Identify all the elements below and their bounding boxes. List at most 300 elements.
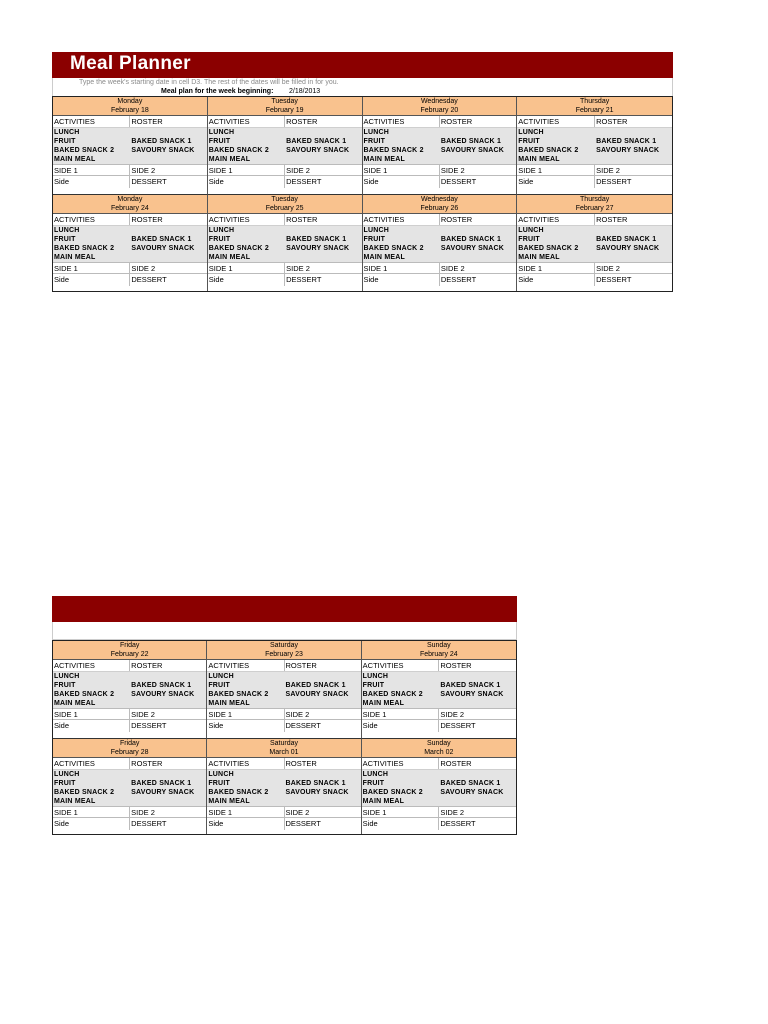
- meal-cell[interactable]: ACTIVITIES: [362, 758, 440, 769]
- meal-cell[interactable]: DESSERT: [440, 177, 477, 186]
- meal-cell[interactable]: SIDE 2: [131, 710, 155, 719]
- meal-row: [208, 128, 362, 137]
- meal-cell[interactable]: FRUIT: [53, 681, 130, 690]
- meal-row: [53, 708, 206, 720]
- meal-cell[interactable]: BAKED SNACK 2: [207, 690, 284, 699]
- meal-cell[interactable]: SAVOURY SNACK: [131, 147, 195, 154]
- meal-cell[interactable]: SIDE 1: [362, 807, 440, 817]
- meal-row: [363, 164, 517, 176]
- meal-cell[interactable]: DESSERT: [285, 818, 321, 828]
- meal-cell[interactable]: Side: [362, 818, 440, 830]
- meal-cell[interactable]: SAVOURY SNACK: [596, 245, 660, 252]
- meal-row: [207, 672, 360, 681]
- meal-cell[interactable]: BAKED SNACK 1: [285, 682, 346, 689]
- meal-row: [53, 660, 206, 672]
- week-start-date[interactable]: 2/18/2013: [289, 88, 321, 95]
- meal-cell[interactable]: SIDE 1: [517, 263, 595, 273]
- meal-row: [363, 244, 517, 253]
- meal-cell[interactable]: SIDE 2: [131, 166, 156, 175]
- meal-cell[interactable]: SAVOURY SNACK: [440, 147, 505, 154]
- meal-cell[interactable]: MAIN MEAL: [53, 155, 130, 164]
- meal-cell[interactable]: SAVOURY SNACK: [286, 245, 350, 252]
- meal-row: [53, 788, 206, 797]
- meal-row: [208, 235, 362, 244]
- meal-row: [53, 758, 206, 770]
- meal-cell[interactable]: ROSTER: [440, 661, 472, 670]
- meal-cell[interactable]: Side: [208, 274, 285, 286]
- meal-cell[interactable]: SIDE 2: [131, 807, 155, 817]
- meal-row: [517, 176, 672, 188]
- day-date: February 19: [265, 107, 304, 114]
- meal-row: [517, 128, 672, 137]
- meal-cell[interactable]: [130, 699, 206, 708]
- meal-cell[interactable]: Side: [53, 274, 130, 286]
- meal-cell[interactable]: FRUIT: [208, 235, 285, 244]
- meal-row: [53, 146, 207, 155]
- meal-cell[interactable]: BAKED SNACK 2: [53, 788, 130, 797]
- meal-cell[interactable]: ACTIVITIES: [53, 116, 130, 127]
- meal-cell[interactable]: LUNCH: [517, 128, 595, 137]
- meal-cell[interactable]: [439, 770, 516, 779]
- meal-cell[interactable]: SIDE 2: [440, 710, 465, 719]
- meal-cell[interactable]: SAVOURY SNACK: [286, 147, 350, 154]
- meal-cell[interactable]: [130, 253, 206, 262]
- meal-cell[interactable]: FRUIT: [362, 779, 440, 788]
- meal-cell[interactable]: [285, 155, 361, 164]
- meal-cell[interactable]: BAKED SNACK 1: [131, 236, 192, 243]
- meal-cell[interactable]: DESSERT: [286, 177, 322, 186]
- meal-row: [362, 690, 516, 699]
- meal-cell[interactable]: BAKED SNACK 1: [440, 682, 501, 689]
- meal-cell[interactable]: SIDE 1: [53, 807, 130, 817]
- meal-cell[interactable]: Side: [517, 176, 595, 188]
- meal-cell[interactable]: BAKED SNACK 2: [363, 146, 440, 155]
- meal-cell[interactable]: [130, 770, 206, 779]
- meal-cell[interactable]: BAKED SNACK 2: [53, 146, 130, 155]
- meal-row: [517, 164, 672, 176]
- meal-cell[interactable]: BAKED SNACK 2: [362, 690, 440, 699]
- meal-cell[interactable]: BAKED SNACK 1: [286, 236, 347, 243]
- meal-cell[interactable]: [285, 253, 361, 262]
- meal-cell[interactable]: ROSTER: [286, 215, 318, 224]
- day-block: [53, 641, 207, 738]
- meal-row: [53, 137, 207, 146]
- meal-cell[interactable]: DESSERT: [131, 177, 167, 186]
- day-block: [53, 738, 207, 835]
- meal-cell[interactable]: [439, 797, 516, 806]
- day-date: February 25: [265, 205, 304, 212]
- meal-row: [208, 137, 362, 146]
- meal-cell[interactable]: ROSTER: [596, 117, 628, 126]
- meal-cell[interactable]: ACTIVITIES: [208, 214, 285, 225]
- meal-cell[interactable]: BAKED SNACK 1: [596, 236, 657, 243]
- meal-cell[interactable]: SAVOURY SNACK: [440, 691, 504, 698]
- meal-cell[interactable]: BAKED SNACK 1: [286, 138, 347, 145]
- day-header: [53, 97, 207, 116]
- meal-row: [207, 779, 360, 788]
- meal-row: [363, 262, 517, 274]
- meal-cell[interactable]: LUNCH: [517, 226, 595, 235]
- meal-cell[interactable]: LUNCH: [207, 770, 284, 779]
- meal-cell[interactable]: BAKED SNACK 2: [208, 146, 285, 155]
- meal-row: [207, 788, 360, 797]
- meal-cell[interactable]: FRUIT: [53, 235, 130, 244]
- meal-cell[interactable]: SIDE 1: [363, 263, 440, 273]
- meal-row: [207, 681, 360, 690]
- meal-row: [208, 146, 362, 155]
- day-block: [517, 194, 672, 291]
- meal-row: [53, 235, 207, 244]
- meal-row: [363, 137, 517, 146]
- meal-cell[interactable]: FRUIT: [207, 681, 284, 690]
- day-header: [208, 97, 362, 116]
- meal-cell[interactable]: [285, 226, 361, 235]
- meal-cell[interactable]: SIDE 2: [440, 264, 465, 273]
- meal-cell[interactable]: [595, 226, 672, 235]
- meal-row: [53, 672, 206, 681]
- meal-cell[interactable]: BAKED SNACK 2: [362, 788, 440, 797]
- meal-row: [363, 155, 517, 164]
- week-start-line: [52, 87, 673, 96]
- meal-cell[interactable]: SAVOURY SNACK: [440, 788, 504, 796]
- day-header: [363, 195, 517, 214]
- meal-cell[interactable]: [439, 672, 516, 681]
- meal-cell[interactable]: MAIN MEAL: [362, 699, 440, 708]
- meal-row: [208, 253, 362, 262]
- meal-row: [363, 146, 517, 155]
- day-block: [53, 97, 208, 194]
- meal-cell[interactable]: ROSTER: [131, 215, 163, 224]
- meal-cell[interactable]: FRUIT: [517, 235, 595, 244]
- meal-row: [207, 758, 360, 770]
- meal-cell[interactable]: SAVOURY SNACK: [285, 691, 349, 698]
- day-name: Wednesday: [420, 98, 458, 105]
- meal-cell[interactable]: [440, 155, 516, 164]
- meal-cell[interactable]: BAKED SNACK 1: [285, 779, 346, 787]
- meal-cell[interactable]: SIDE 1: [363, 165, 440, 175]
- meal-cell[interactable]: MAIN MEAL: [207, 797, 284, 806]
- meal-cell[interactable]: MAIN MEAL: [208, 155, 285, 164]
- meal-cell[interactable]: FRUIT: [363, 235, 440, 244]
- meal-cell[interactable]: LUNCH: [208, 128, 285, 137]
- meal-row: [517, 116, 672, 128]
- meal-row: [208, 164, 362, 176]
- day-date: February 18: [111, 107, 149, 114]
- meal-cell[interactable]: FRUIT: [363, 137, 440, 146]
- meal-cell[interactable]: MAIN MEAL: [53, 699, 130, 708]
- meal-cell[interactable]: ACTIVITIES: [207, 660, 284, 671]
- meal-cell[interactable]: SAVOURY SNACK: [131, 245, 195, 252]
- meal-row: [53, 244, 207, 253]
- meal-cell[interactable]: BAKED SNACK 1: [440, 779, 501, 787]
- day-header: [208, 195, 362, 214]
- meal-cell[interactable]: SIDE 2: [596, 166, 620, 175]
- meal-row: [53, 155, 207, 164]
- meal-cell[interactable]: [440, 128, 516, 137]
- meal-row: [363, 253, 517, 262]
- meal-cell[interactable]: [595, 253, 672, 262]
- day-name: Sunday: [426, 739, 451, 747]
- meal-row: [208, 274, 362, 286]
- meal-row: [208, 244, 362, 253]
- day-name: Saturday: [269, 642, 298, 649]
- meal-row: [517, 226, 672, 235]
- meal-cell[interactable]: SIDE 2: [440, 807, 465, 817]
- meal-cell[interactable]: SIDE 1: [362, 709, 440, 719]
- day-block: [362, 641, 516, 738]
- meal-cell[interactable]: SIDE 1: [208, 165, 285, 175]
- meal-cell[interactable]: MAIN MEAL: [517, 253, 595, 262]
- meal-cell[interactable]: SIDE 1: [53, 263, 130, 273]
- meal-cell[interactable]: SIDE 1: [53, 709, 130, 719]
- meal-cell[interactable]: ACTIVITIES: [517, 214, 595, 225]
- meal-cell[interactable]: SIDE 2: [285, 710, 310, 719]
- meal-cell[interactable]: ROSTER: [440, 758, 472, 768]
- meal-cell[interactable]: ROSTER: [596, 215, 628, 224]
- meal-cell[interactable]: BAKED SNACK 2: [363, 244, 440, 253]
- meal-cell[interactable]: SIDE 2: [440, 166, 465, 175]
- day-date: February 24: [419, 651, 458, 658]
- meal-cell[interactable]: SIDE 1: [207, 709, 284, 719]
- meal-cell[interactable]: ACTIVITIES: [208, 116, 285, 127]
- meal-cell[interactable]: DESSERT: [131, 818, 167, 828]
- day-block: [517, 97, 672, 194]
- meal-cell[interactable]: ROSTER: [131, 661, 163, 670]
- meal-row: [363, 176, 517, 188]
- day-header: [207, 641, 360, 660]
- meal-row: [207, 806, 360, 818]
- meal-cell[interactable]: LUNCH: [362, 672, 440, 681]
- meal-cell[interactable]: [285, 128, 361, 137]
- meal-row: [362, 708, 516, 720]
- meal-cell[interactable]: BAKED SNACK 1: [131, 138, 192, 145]
- meal-cell[interactable]: SIDE 2: [286, 264, 310, 273]
- meal-row: [362, 779, 516, 788]
- meal-cell[interactable]: SIDE 2: [286, 166, 310, 175]
- meal-row: [208, 226, 362, 235]
- meal-cell[interactable]: [130, 128, 206, 137]
- meal-cell[interactable]: Side: [363, 176, 440, 188]
- meal-cell[interactable]: SIDE 2: [285, 807, 310, 817]
- meal-row: [53, 274, 207, 286]
- meal-cell[interactable]: SIDE 1: [517, 165, 595, 175]
- meal-cell[interactable]: ROSTER: [285, 758, 317, 768]
- meal-cell[interactable]: DESSERT: [596, 275, 632, 284]
- meal-cell[interactable]: BAKED SNACK 2: [208, 244, 285, 253]
- meal-cell[interactable]: [595, 155, 672, 164]
- meal-cell[interactable]: ACTIVITIES: [53, 660, 130, 671]
- meal-row: [53, 262, 207, 274]
- blank-line: [52, 622, 517, 640]
- day-block: [208, 97, 363, 194]
- day-header: [207, 739, 360, 758]
- meal-cell[interactable]: DESSERT: [286, 275, 322, 284]
- meal-row: [517, 244, 672, 253]
- meal-cell[interactable]: Side: [362, 720, 440, 732]
- day-block: [207, 738, 361, 835]
- meal-row: [362, 770, 516, 779]
- meal-cell[interactable]: SIDE 2: [131, 264, 156, 273]
- meal-row: [362, 699, 516, 708]
- day-block: [363, 97, 518, 194]
- meal-cell[interactable]: MAIN MEAL: [363, 155, 440, 164]
- meal-cell[interactable]: [595, 128, 672, 137]
- meal-cell[interactable]: Side: [363, 274, 440, 286]
- meal-cell[interactable]: BAKED SNACK 2: [517, 244, 595, 253]
- meal-cell[interactable]: MAIN MEAL: [53, 797, 130, 806]
- meal-cell[interactable]: Side: [53, 720, 130, 732]
- meal-cell[interactable]: [285, 672, 361, 681]
- calendar-fri-sun: [52, 640, 517, 835]
- meal-cell[interactable]: [130, 155, 206, 164]
- meal-cell[interactable]: FRUIT: [208, 137, 285, 146]
- day-name: Monday: [117, 196, 143, 203]
- meal-cell[interactable]: SIDE 2: [596, 264, 620, 273]
- meal-cell[interactable]: BAKED SNACK 1: [440, 236, 502, 243]
- meal-cell[interactable]: [440, 253, 516, 262]
- day-block: [207, 641, 361, 738]
- meal-cell[interactable]: LUNCH: [208, 226, 285, 235]
- meal-cell[interactable]: LUNCH: [53, 770, 130, 779]
- meal-cell[interactable]: FRUIT: [362, 681, 440, 690]
- meal-cell[interactable]: LUNCH: [363, 128, 440, 137]
- meal-row: [362, 720, 516, 732]
- meal-cell[interactable]: ACTIVITIES: [53, 214, 130, 225]
- meal-cell[interactable]: FRUIT: [53, 779, 130, 788]
- meal-cell[interactable]: ACTIVITIES: [362, 660, 440, 671]
- day-name: Thursday: [580, 196, 610, 203]
- meal-cell[interactable]: ACTIVITIES: [207, 758, 284, 769]
- meal-cell[interactable]: LUNCH: [53, 226, 130, 235]
- meal-row: [53, 214, 207, 226]
- meal-cell[interactable]: BAKED SNACK 1: [131, 682, 192, 689]
- day-name: Tuesday: [271, 98, 298, 105]
- meal-row: [53, 818, 206, 830]
- meal-cell[interactable]: MAIN MEAL: [363, 253, 440, 262]
- meal-cell[interactable]: LUNCH: [207, 672, 284, 681]
- meal-cell[interactable]: Side: [517, 274, 595, 286]
- meal-cell[interactable]: Side: [207, 818, 284, 830]
- meal-cell[interactable]: [285, 770, 361, 779]
- meal-cell[interactable]: DESSERT: [131, 721, 167, 730]
- title-banner: [52, 52, 673, 78]
- day-name: Monday: [117, 98, 143, 105]
- meal-row: [362, 788, 516, 797]
- meal-row: [362, 797, 516, 806]
- day-header: [53, 739, 206, 758]
- meal-cell[interactable]: ACTIVITIES: [53, 758, 130, 769]
- meal-cell[interactable]: BAKED SNACK 1: [596, 138, 657, 145]
- meal-cell[interactable]: DESSERT: [596, 177, 632, 186]
- meal-row: [207, 818, 360, 830]
- day-date: February 21: [575, 107, 614, 114]
- meal-cell[interactable]: FRUIT: [53, 137, 130, 146]
- meal-cell[interactable]: SAVOURY SNACK: [596, 147, 660, 154]
- meal-cell[interactable]: LUNCH: [53, 128, 130, 137]
- meal-cell[interactable]: MAIN MEAL: [517, 155, 595, 164]
- meal-row: [363, 128, 517, 137]
- meal-cell[interactable]: [130, 672, 206, 681]
- meal-cell[interactable]: MAIN MEAL: [362, 797, 440, 806]
- meal-cell[interactable]: LUNCH: [53, 672, 130, 681]
- meal-row: [53, 797, 206, 806]
- meal-cell[interactable]: [285, 699, 361, 708]
- meal-cell[interactable]: BAKED SNACK 2: [207, 788, 284, 797]
- meal-row: [363, 235, 517, 244]
- meal-cell[interactable]: BAKED SNACK 1: [440, 138, 502, 145]
- meal-cell[interactable]: FRUIT: [517, 137, 595, 146]
- meal-cell[interactable]: [439, 699, 516, 708]
- meal-cell[interactable]: ACTIVITIES: [517, 116, 595, 127]
- meal-cell[interactable]: DESSERT: [440, 275, 477, 284]
- meal-cell[interactable]: Side: [207, 720, 284, 732]
- day-header: [362, 641, 516, 660]
- meal-cell[interactable]: ROSTER: [131, 117, 163, 126]
- meal-cell[interactable]: BAKED SNACK 2: [517, 146, 595, 155]
- meal-cell[interactable]: ACTIVITIES: [363, 214, 440, 225]
- meal-cell[interactable]: SIDE 1: [53, 165, 130, 175]
- meal-cell[interactable]: [285, 797, 361, 806]
- meal-row: [53, 690, 206, 699]
- meal-row: [53, 128, 207, 137]
- meal-cell[interactable]: SAVOURY SNACK: [285, 788, 349, 796]
- meal-cell[interactable]: BAKED SNACK 2: [53, 244, 130, 253]
- meal-cell[interactable]: ROSTER: [285, 661, 317, 670]
- meal-cell[interactable]: ROSTER: [440, 117, 473, 126]
- meal-cell[interactable]: ROSTER: [131, 758, 163, 768]
- meal-cell[interactable]: LUNCH: [362, 770, 440, 779]
- meal-cell[interactable]: DESSERT: [440, 818, 476, 828]
- day-header: [53, 195, 207, 214]
- meal-cell[interactable]: DESSERT: [285, 721, 321, 730]
- meal-cell[interactable]: SAVOURY SNACK: [131, 691, 195, 698]
- meal-cell[interactable]: FRUIT: [207, 779, 284, 788]
- meal-cell[interactable]: [130, 226, 206, 235]
- meal-cell[interactable]: SIDE 1: [207, 807, 284, 817]
- meal-row: [208, 262, 362, 274]
- meal-cell[interactable]: DESSERT: [131, 275, 167, 284]
- meal-cell[interactable]: MAIN MEAL: [53, 253, 130, 262]
- meal-cell[interactable]: MAIN MEAL: [208, 253, 285, 262]
- meal-cell[interactable]: SAVOURY SNACK: [440, 245, 505, 252]
- week-start-label: Meal plan for the week beginning:: [161, 88, 274, 95]
- meal-row: [517, 235, 672, 244]
- meal-row: [207, 770, 360, 779]
- meal-cell[interactable]: ROSTER: [440, 215, 473, 224]
- meal-cell[interactable]: SAVOURY SNACK: [131, 788, 195, 796]
- meal-cell[interactable]: ROSTER: [286, 117, 318, 126]
- meal-row: [362, 660, 516, 672]
- day-block: [53, 194, 208, 291]
- meal-cell[interactable]: BAKED SNACK 1: [131, 779, 192, 787]
- meal-cell[interactable]: LUNCH: [363, 226, 440, 235]
- meal-cell[interactable]: [130, 797, 206, 806]
- meal-cell[interactable]: MAIN MEAL: [207, 699, 284, 708]
- meal-cell[interactable]: Side: [53, 818, 130, 830]
- meal-cell[interactable]: Side: [53, 176, 130, 188]
- meal-cell[interactable]: BAKED SNACK 2: [53, 690, 130, 699]
- meal-cell[interactable]: SIDE 1: [208, 263, 285, 273]
- meal-row: [363, 226, 517, 235]
- meal-row: [53, 164, 207, 176]
- meal-row: [362, 806, 516, 818]
- meal-cell[interactable]: DESSERT: [440, 721, 476, 730]
- day-header: [363, 97, 517, 116]
- meal-cell[interactable]: ACTIVITIES: [363, 116, 440, 127]
- meal-cell[interactable]: [440, 226, 516, 235]
- meal-cell[interactable]: Side: [208, 176, 285, 188]
- meal-row: [208, 214, 362, 226]
